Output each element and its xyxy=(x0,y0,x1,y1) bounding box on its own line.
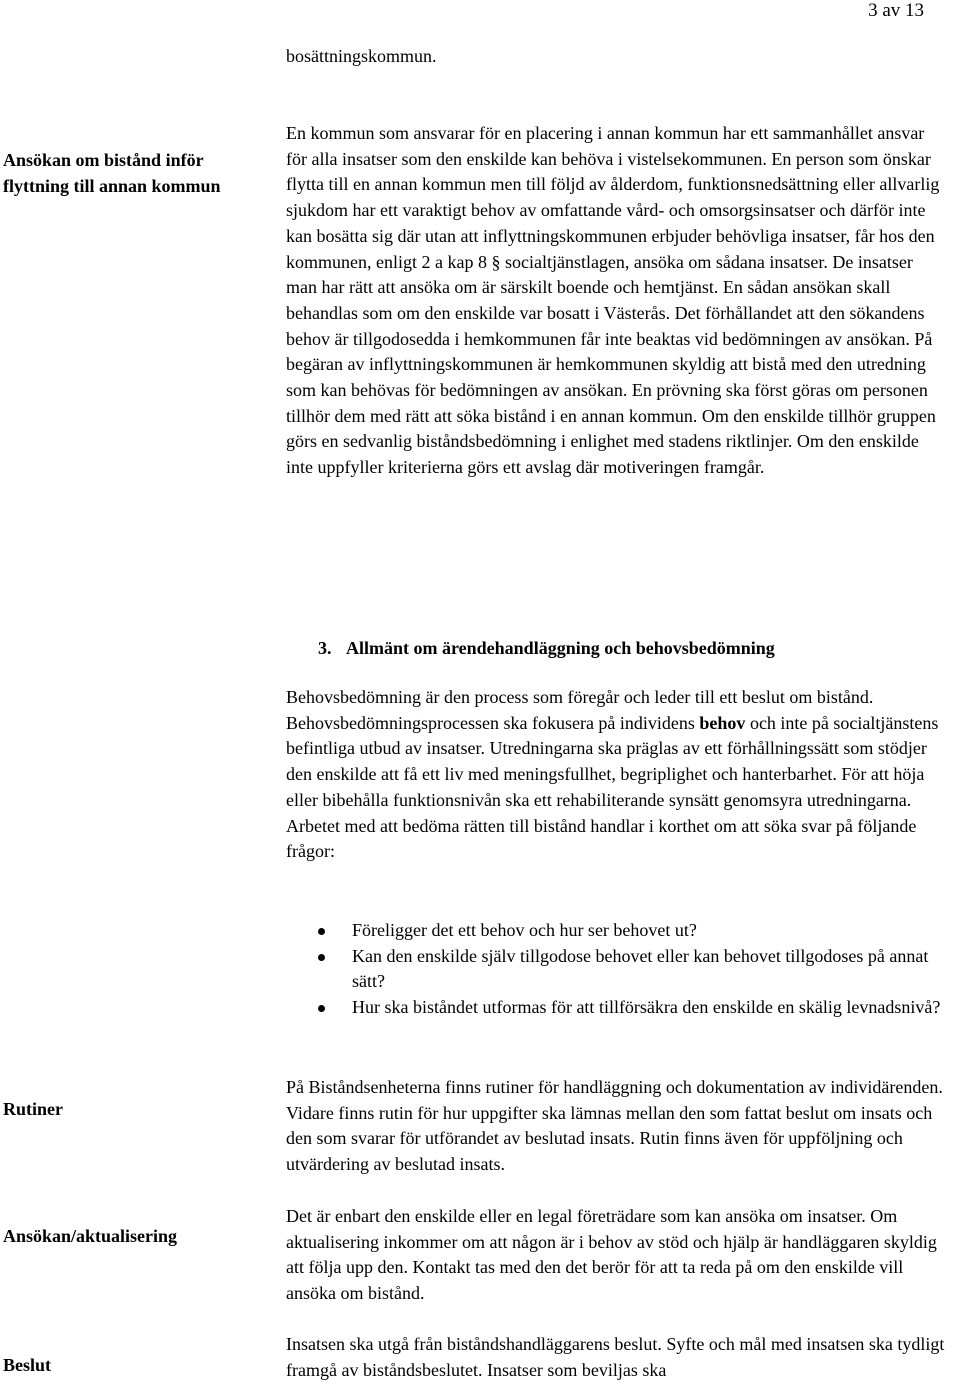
intro-text-1: Behovsbedömning är den process som föregår och leder till ett beslut om bistånd. Behovsbedömningsprocessen ska fokusera på individens xyxy=(286,687,874,733)
sidebar-heading-routines: Rutiner xyxy=(3,1099,63,1119)
page-number: 3 av 13 xyxy=(868,0,924,21)
paragraph-move: En kommun som ansvarar för en placering i annan kommun har ett sammanhållet ansvar för alla insatser som den enskilde kan behöva i vistelsekommunen. En person som önskar flytta till en annan kommun men till följd av ålderdom, funktionsnedsättning eller allvarlig sjukdom har ett varaktigt behov av omfattande vård- och omsorgsinsatser och därför inte kan bosätta sig där utan att inflyttningskommunen erbjuder behövliga insatser, får hos den kommunen, enligt 2 a kap 8 § socialtjänstlagen, ansöka om sådana insatser. De insatser man har rätt att ansöka om är särskilt boende och hemtjänst. En sådan ansökan skall behandlas som om den enskilde var bosatt i Västerås. Det förhållandet att den sökandens behov är tillgodosedda i hemkommunen får inte beaktas vid bedömningen av ansökan. På begäran av inflyttningskommunen är hemkommunen skyldig att bistå med den utredning som kan behövas för bedömningen av ansökan. En prövning ska först göras om personen tillhör dem med rätt att söka bistånd i en annan kommun. Om den enskilde tillhör gruppen görs en sedvanlig biståndsbedömning i enlighet med stadens riktlinjer. Om den enskilde inte uppfyller kriterierna görs ett avslag där motiveringen framgår. xyxy=(286,123,940,478)
sidebar-heading-application: Ansökan/aktualisering xyxy=(3,1226,178,1246)
sidebar-heading-decision: Beslut xyxy=(3,1355,52,1375)
section-3-number: 3. xyxy=(318,638,332,658)
question-list xyxy=(286,918,946,1021)
intro-text-2: och inte på socialtjänstens befintliga utbud av insatser. Utredningarna ska präglas av ett förhållningssätt som stödjer den enskilde att få ett liv med meningsfullhet, begriplighet och hanterbarhet. För att höja eller bibehålla funktionsnivån ska ett rehabiliterande synsätt genomsyra utredningarna. Arbetet med att bedöma rätten till bistånd handlar i korthet om att söka svar på följande frågor: xyxy=(286,712,939,862)
intro-bold-behov: behov xyxy=(699,712,746,733)
section-3-heading xyxy=(318,635,938,661)
section-3-title: Allmänt om ärendehandläggning och behovsbedömning xyxy=(346,638,775,658)
paragraph-application: Det är enbart den enskilde eller en legal företrädare som kan ansöka om insatser. Om aktualisering inkommer om att någon är i behov av stöd och hjälp är handläggaren skyldig att följa upp den. Kontakt tas med den det berör för att ta reda på om den enskilde vill ansöka om bistånd. xyxy=(286,1206,937,1304)
bullet-icon xyxy=(318,1005,325,1012)
list-item: Hur ska biståndet utformas för att tillförsäkra den enskilde en skälig levnadsnivå? xyxy=(286,995,946,1021)
paragraph-routines: På Biståndsenheterna finns rutiner för handläggning och dokumentation av individärenden. Vidare finns rutin för hur uppgifter ska lämnas mellan den som fattat beslut om insats och den som svarar för utförandet av beslutad insats. Rutin finns även för uppföljning och utvärdering av beslutad insats. xyxy=(286,1077,943,1175)
paragraph-needs-assessment xyxy=(286,685,946,865)
list-item: Kan den enskilde själv tillgodose behovet eller kan behovet tillgodoses på annat sätt? xyxy=(286,944,946,995)
paragraph-decision: Insatsen ska utgå från biståndshandläggarens beslut. Syfte och mål med insatsen ska tydligt framgå av biståndsbeslutet. Insatser som beviljas ska xyxy=(286,1334,945,1380)
list-item: Föreligger det ett behov och hur ser behovet ut? xyxy=(286,918,946,944)
continuation-text: bosättningskommun. xyxy=(286,46,437,66)
bullet-icon xyxy=(318,954,325,961)
sidebar-heading-move: Ansökan om bistånd inför flyttning till annan kommun xyxy=(3,150,221,196)
bullet-icon xyxy=(318,928,325,935)
